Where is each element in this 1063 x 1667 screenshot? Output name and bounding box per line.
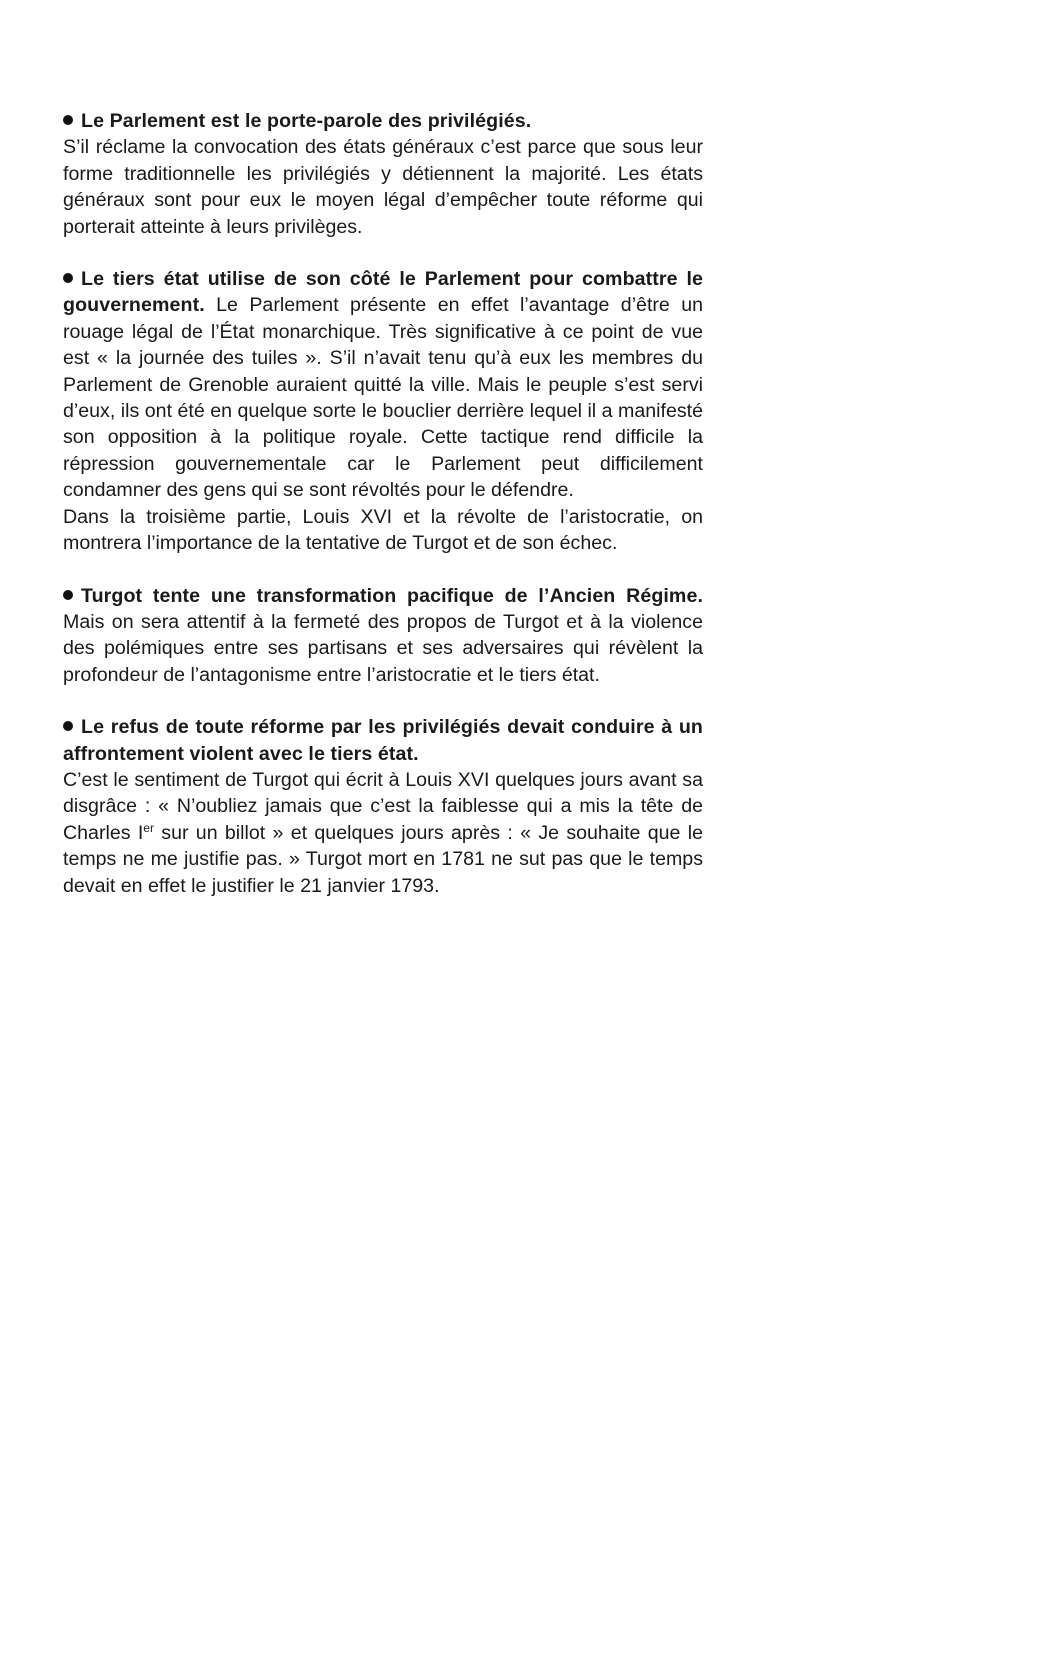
section-tiers-etat [63,266,703,504]
section-body: Mais on sera attentif à la fermeté des propos de Turgot et à la violence des polémiques entre ses partisans et ses adversaires qui révèlent la profondeur de l’antagonisme entre l’aristocratie et le tiers état. [63,610,703,686]
section-heading: Le Parlement est le porte-parole des privilégiés. [81,110,532,132]
section-turgot-transformation [63,583,703,689]
bullet-icon [63,115,73,125]
section-body-part-2: sur un billot » et quelques jours après : « Je souhaite que le temps ne me justifie pas. » Turgot mort en 1781 ne sut pas que le temps devait en effet le justifier le 21 janvier 1793. [63,821,703,897]
section-heading: Le tiers état utilise de son côté le Parlement pour combattre le gouvernement. [63,268,703,317]
transition-paragraph: Dans la troisième partie, Louis XVI et la révolte de l’aristocratie, on montrera l’importance de la tentative de Turgot et de son échec. [63,505,703,555]
section-refus-reforme [63,714,703,899]
section-body: S’il réclame la convocation des états généraux c’est parce que sous leur forme traditionnelle les privilégiés y détiennent la majorité. Les états généraux sont pour eux le moyen légal d’empêcher toute réforme qui porterait atteinte à leurs privilèges. [63,136,703,238]
section-body-part-1: C’est le sentiment de Turgot qui écrit à Louis XVI quelques jours avant sa disgrâce : « N’oubliez jamais que c’est la faiblesse qui a mis la tête de Charles I [63,768,703,844]
superscript: er [143,820,154,835]
section-parlement-privileges [63,108,703,240]
bullet-icon [63,590,73,600]
section-heading: Turgot tente une transformation pacifique de l’Ancien Régime. [81,584,703,607]
bullet-icon [63,721,73,731]
bullet-icon [63,273,73,283]
section-heading: Le refus de toute réforme par les privilégiés devait conduire à un affrontement violent avec le tiers état. [63,716,703,765]
document-page [63,108,703,925]
section-body: Le Parlement présente en effet l’avantage d’être un rouage légal de l’État monarchique. Très significative à ce point de vue est « la journée des tuiles ». S’il n’avait tenu qu’à eux les membres du Parlement de Grenoble auraient quitté la ville. Mais le peuple s’est servi d’eux, ils ont été en quelque sorte le bouclier derrière lequel il a manifesté son opposition à la politique royale. Cette tactique rend difficile la répression gouvernementale car le Parlement peut difficilement condamner des gens qui se sont révoltés pour le défendre. [63,294,703,502]
